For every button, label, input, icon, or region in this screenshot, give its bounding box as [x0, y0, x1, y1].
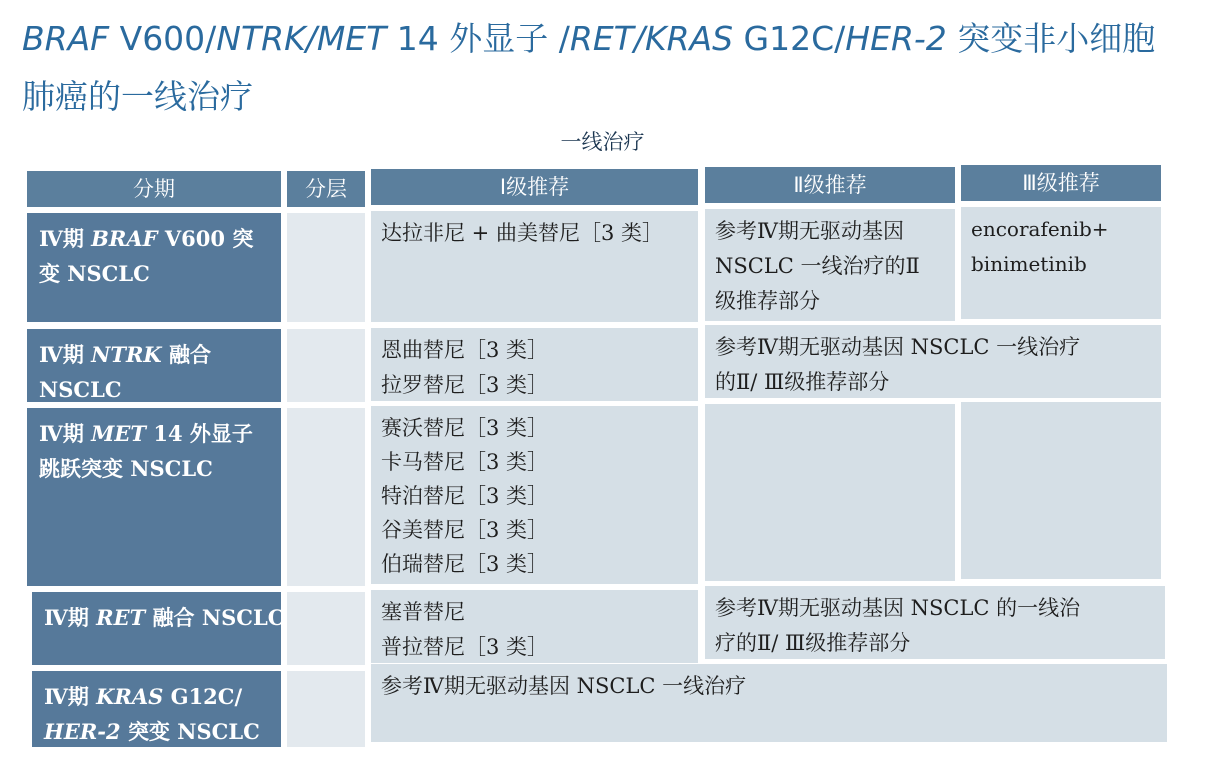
- title-gene-her2: HER-2: [845, 19, 947, 58]
- title-line-2: 肺癌的一线治疗: [22, 77, 253, 116]
- row-kras-her2-stratification: [287, 671, 365, 747]
- title-gene-ntrk-met: NTRK/MET: [216, 19, 387, 58]
- row-braf-stage: Ⅳ期 BRAF V600 突 变 NSCLC: [27, 213, 281, 322]
- header-level-1: Ⅰ级推荐: [371, 169, 698, 205]
- page-title: [22, 10, 1182, 126]
- row-ntrk-level-2-3: 参考Ⅳ期无驱动基因 NSCLC 一线治疗 的Ⅱ/ Ⅲ级推荐部分: [705, 325, 1161, 398]
- row-met-level-1: 赛沃替尼［3 类］ 卡马替尼［3 类］ 特泊替尼［3 类］ 谷美替尼［3 类］ 伯瑞替尼［3 类］: [371, 406, 698, 584]
- title-text: V600/: [109, 19, 217, 58]
- row-braf-level-1: 达拉非尼 + 曲美替尼［3 类］: [371, 211, 698, 322]
- header-level-3: Ⅲ级推荐: [961, 165, 1161, 201]
- row-met-stratification: [287, 408, 365, 586]
- row-braf-level-3: encorafenib+ binimetinib: [961, 207, 1161, 319]
- row-kras-her2-level-1-2-3: 参考Ⅳ期无驱动基因 NSCLC 一线治疗: [371, 664, 1167, 742]
- row-ret-level-1: 塞普替尼 普拉替尼［3 类］: [371, 590, 698, 663]
- title-text: G12C/: [733, 19, 846, 58]
- title-gene-ret-kras: RET/KRAS: [569, 19, 734, 58]
- header-level-2: Ⅱ级推荐: [705, 167, 955, 203]
- title-text: 突变非小细胞: [946, 19, 1156, 58]
- title-text: 14 外显子 /: [386, 19, 570, 58]
- row-ret-stratification: [287, 592, 365, 665]
- row-ntrk-level-1: 恩曲替尼［3 类］ 拉罗替尼［3 类］: [371, 328, 698, 401]
- row-met-stage: Ⅳ期 MET 14 外显子 跳跃突变 NSCLC: [27, 408, 281, 586]
- row-ret-level-2-3: 参考Ⅳ期无驱动基因 NSCLC 的一线治 疗的Ⅱ/ Ⅲ级推荐部分: [705, 586, 1165, 659]
- row-braf-level-2: 参考Ⅳ期无驱动基因 NSCLC 一线治疗的Ⅱ 级推荐部分: [705, 209, 955, 321]
- row-kras-her2-stage: Ⅳ期 KRAS G12C/ HER-2 突变 NSCLC: [32, 671, 281, 747]
- row-ntrk-stratification: [287, 329, 365, 402]
- row-ntrk-stage: Ⅳ期 NTRK 融合 NSCLC: [27, 329, 281, 402]
- row-met-level-2: [705, 404, 955, 581]
- row-ret-stage: Ⅳ期 RET 融合 NSCLC: [32, 592, 281, 665]
- table-caption: 一线治疗: [560, 130, 645, 154]
- header-stratification: 分层: [287, 171, 365, 207]
- row-braf-stratification: [287, 213, 365, 322]
- row-met-level-3: [961, 402, 1161, 579]
- header-stage: 分期: [27, 171, 281, 207]
- title-gene-braf: BRAF: [22, 19, 110, 58]
